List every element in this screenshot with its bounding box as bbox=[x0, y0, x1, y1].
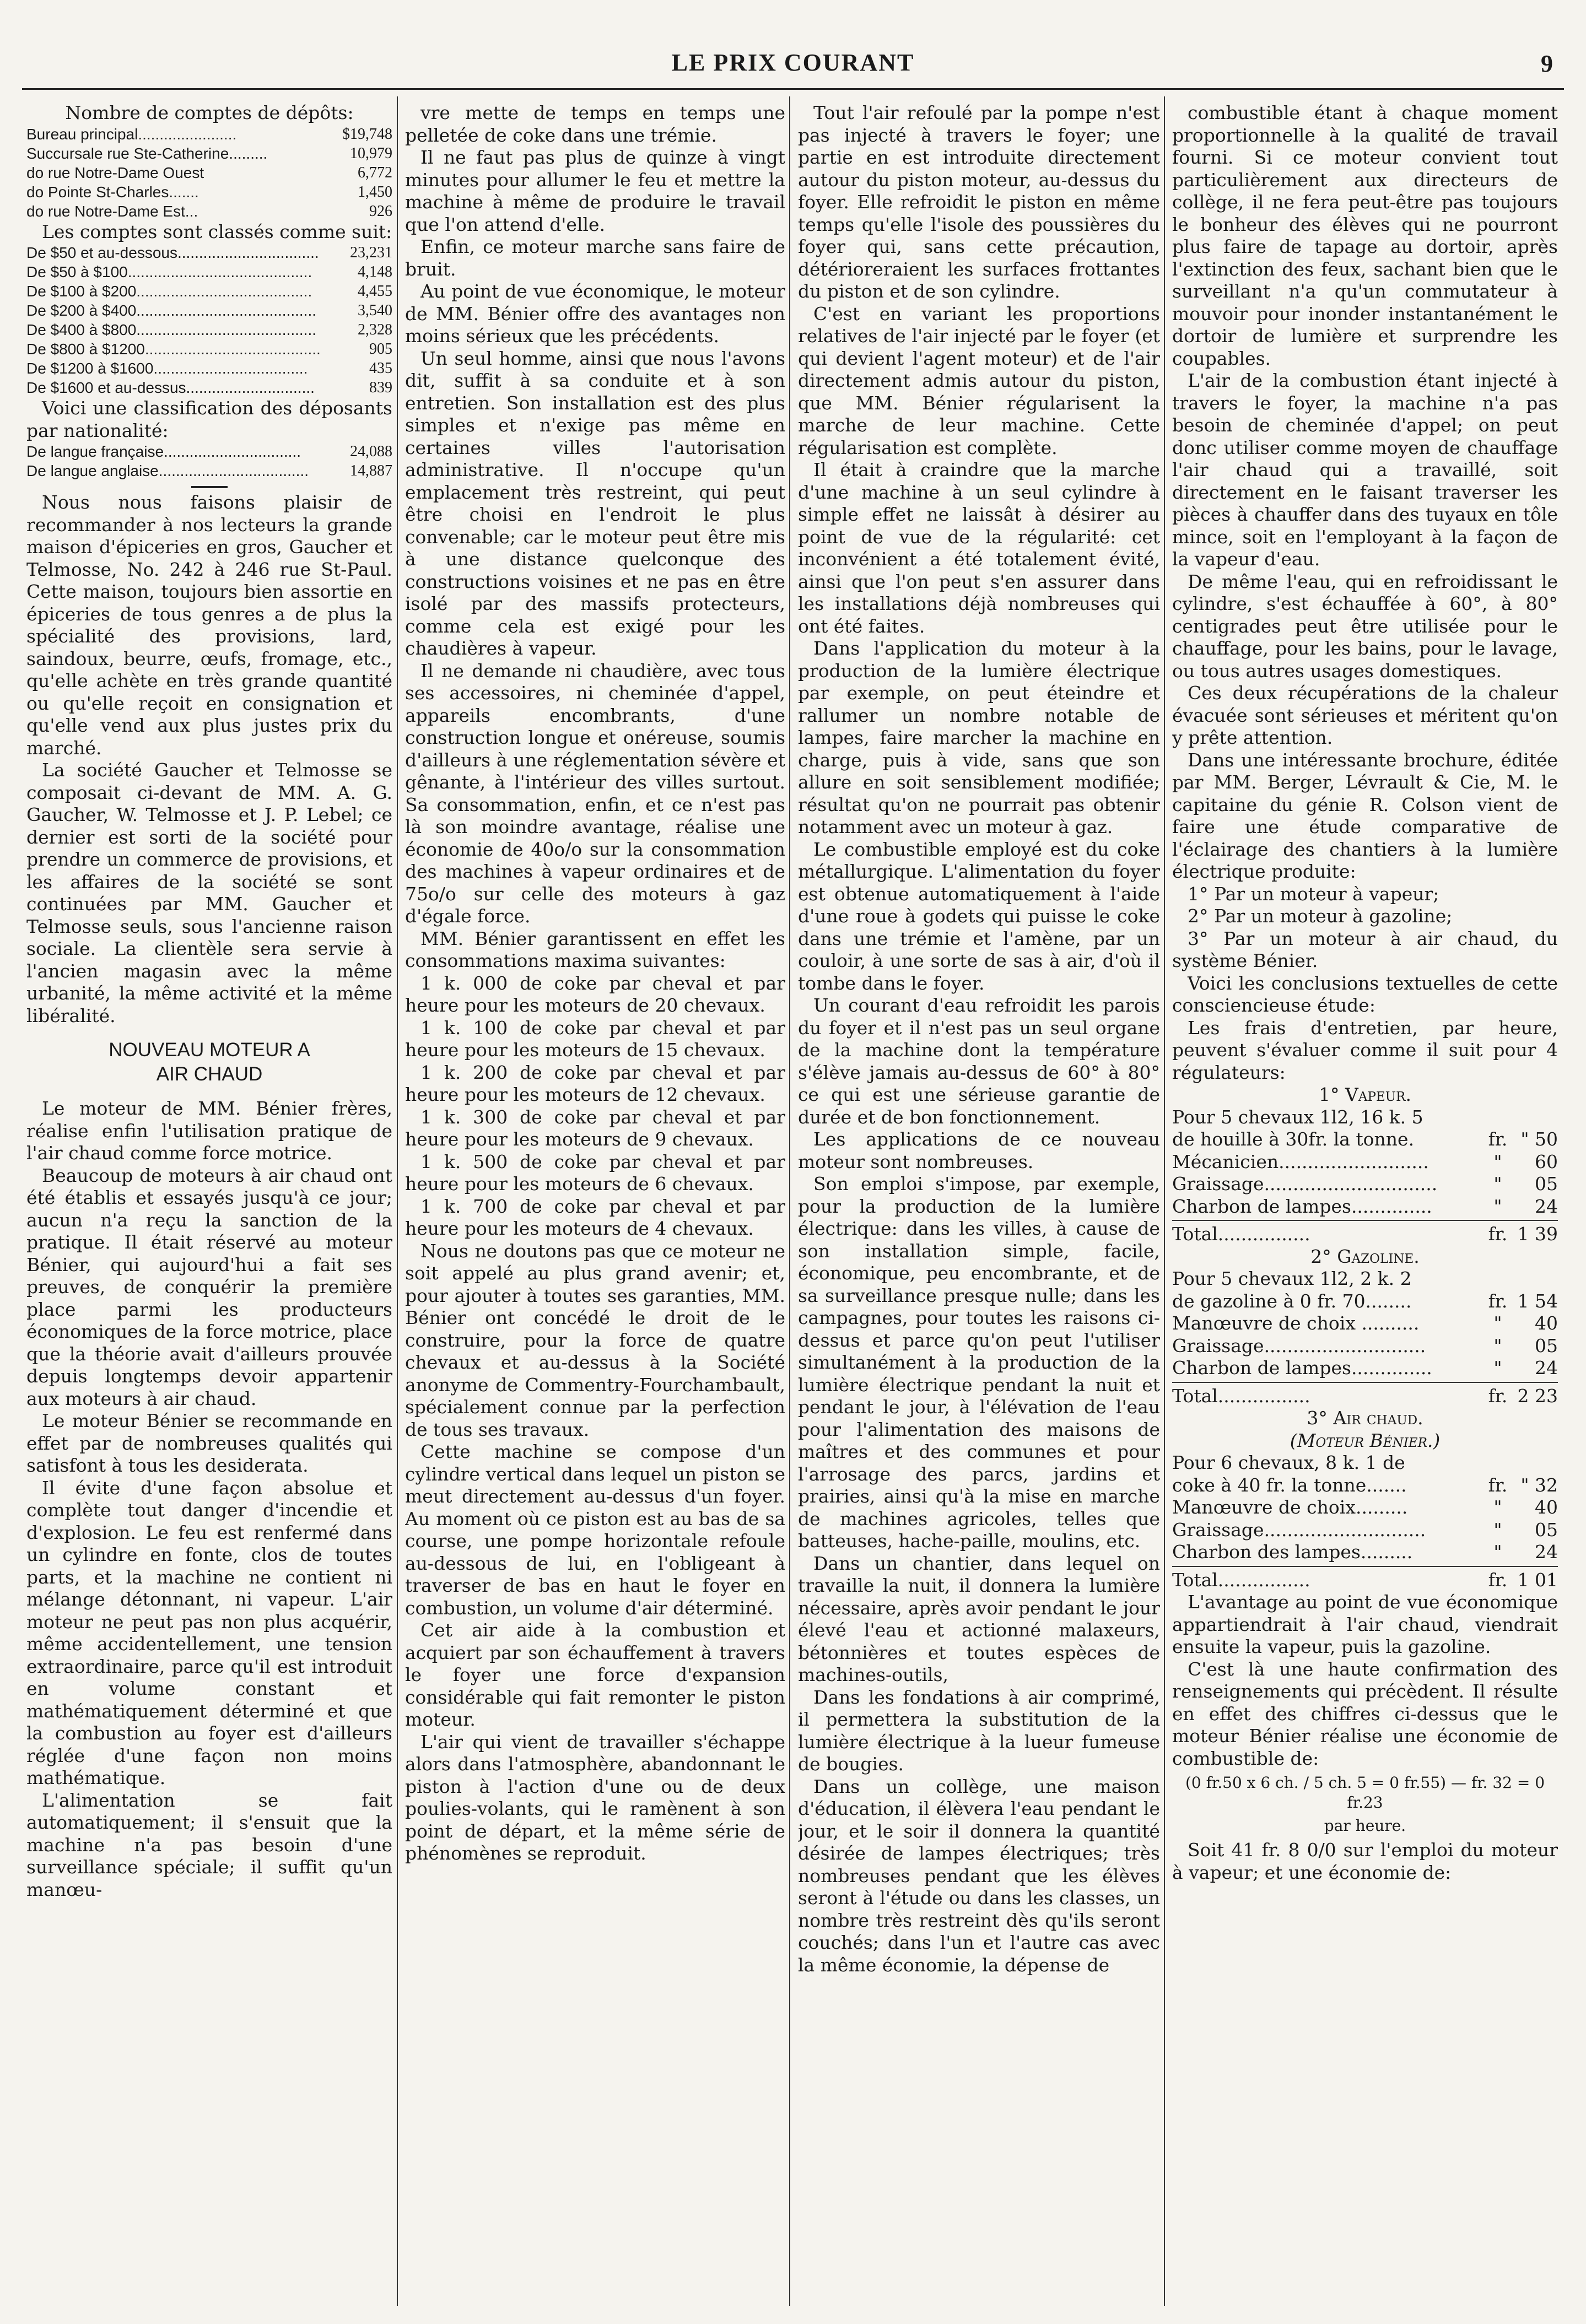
article-continued bbox=[1172, 102, 1558, 883]
paragraph: Au point de vue économique, le moteur de MM. Bénier offre des avantages non moins sérieux que les précédents. bbox=[405, 280, 785, 347]
paragraph: L'alimentation se fait automatiquement; il s'ensuit que la machine n'a pas besoin d'une surveillance spéciale; il suffit qu'un manœu- bbox=[26, 1789, 392, 1900]
cost-row bbox=[1172, 1173, 1558, 1196]
stat-label: De $1200 à $1600.................................... bbox=[26, 360, 308, 377]
stat-value: 23,231 bbox=[350, 244, 392, 261]
cost-label: Total................ bbox=[1172, 1569, 1310, 1591]
stat-row bbox=[26, 461, 392, 480]
stat-label: De $1600 et au-dessus.............................. bbox=[26, 379, 315, 396]
stat-value: 435 bbox=[369, 360, 392, 377]
stat-value: 905 bbox=[369, 341, 392, 358]
stat-row bbox=[26, 202, 392, 221]
cost-amount bbox=[1514, 1452, 1558, 1474]
cost-row bbox=[1172, 1385, 1558, 1408]
section-title-line1: NOUVEAU MOTEUR A bbox=[109, 1039, 310, 1061]
paragraph: Il était à craindre que la marche d'une machine à un seul cylindre à simple effet ne laissât à désirer au point de vue de la régularité: cet inconvénient a été totalement évité, ainsi que l'on peut s'en assurer dans les installations déjà nombreuses qui ont été faites. bbox=[798, 459, 1160, 637]
stat-label: De $50 et au-dessous................................. bbox=[26, 244, 319, 261]
stat-row bbox=[26, 359, 392, 378]
cost-label: Total................ bbox=[1172, 1223, 1310, 1245]
column-2 bbox=[405, 102, 785, 2300]
cost-amount: 1 01 bbox=[1517, 1569, 1558, 1591]
cost-amount: " 32 bbox=[1520, 1474, 1558, 1496]
cost-label: Graissage.............................. bbox=[1172, 1173, 1438, 1195]
cost-label: Pour 5 chevaux 1l2, 16 k. 5 bbox=[1172, 1106, 1423, 1128]
column-4 bbox=[1172, 102, 1558, 2300]
paragraph: Un seul homme, ainsi que nous l'avons dit, suffit à sa conduite et à son entretien. Son installation est des plus simples et n'exige pas même en certaines villes l'autorisation administrative. Il n'occupe qu'un emplacement très restreint, qui peut être choisi en l'endroit le plus convenable; car le moteur peut être mis à une distance quelconque des constructions voisines et ne pas en être isolé par des massifs protecteurs, comme cela est exigé pour les chaudières à vapeur. bbox=[405, 347, 785, 659]
paragraph: C'est là une haute confirmation des renseignements qui précèdent. Il résulte en effet des chiffres ci-dessus que le moteur Bénier réalise une économie de combustible de: bbox=[1172, 1658, 1558, 1769]
paragraph: L'avantage au point de vue économique appartiendrait à l'air chaud, viendrait ensuite la vapeur, puis la gazoline. bbox=[1172, 1591, 1558, 1657]
cost-row bbox=[1172, 1128, 1558, 1151]
paragraph: Les applications de ce nouveau moteur sont nombreuses. bbox=[798, 1128, 1160, 1172]
column-divider bbox=[1164, 96, 1165, 2306]
stat-value: 2,328 bbox=[358, 321, 392, 338]
paragraph: Enfin, ce moteur marche sans faire de bruit. bbox=[405, 236, 785, 280]
cost-row bbox=[1172, 1312, 1558, 1335]
cost-unit: fr. bbox=[1488, 1290, 1508, 1312]
article-gaucher bbox=[26, 491, 392, 1027]
stat-label: do Pointe St-Charles....... bbox=[26, 183, 199, 201]
cost-label: Graissage............................ bbox=[1172, 1334, 1426, 1356]
stat-label: Bureau principal....................... bbox=[26, 125, 237, 143]
cost-unit: " bbox=[1493, 1357, 1502, 1379]
paragraph: vre mette de temps en temps une pelletée de coke dans une trémie. bbox=[405, 102, 785, 146]
cost-amount: 1 39 bbox=[1517, 1223, 1558, 1245]
paragraph: C'est en variant les proportions relatives de l'air injecté par le foyer (et qui devient l'agent moteur) et de l'air directement admis autour du piston, que MM. Bénier régularisent la marche de leur machine. Cette régularisation est complète. bbox=[798, 302, 1160, 458]
stat-value: 4,148 bbox=[358, 263, 392, 280]
paragraph: 1 k. 000 de coke par cheval et par heure pour les moteurs de 20 chevaux. bbox=[405, 972, 785, 1016]
nationality-table bbox=[26, 442, 392, 480]
stat-row bbox=[26, 378, 392, 397]
paragraph: 1 k. 200 de coke par cheval et par heure pour les moteurs de 12 chevaux. bbox=[405, 1061, 785, 1105]
table-subtitle: (Moteur Bénier.) bbox=[1290, 1429, 1441, 1451]
cost-amount: 24 bbox=[1535, 1541, 1558, 1563]
paragraph: Ces deux récupérations de la chaleur évacuée sont sérieuses et méritent qu'on y prête attention. bbox=[1172, 682, 1558, 748]
page-header bbox=[22, 33, 1564, 88]
cost-label: Charbon de lampes.............. bbox=[1172, 1357, 1432, 1379]
table-air-chaud bbox=[1172, 1407, 1558, 1591]
cost-row bbox=[1172, 1496, 1558, 1519]
stat-label: do rue Notre-Dame Ouest bbox=[26, 164, 204, 181]
page-number: 9 bbox=[1541, 50, 1553, 77]
paragraph: 1 k. 100 de coke par cheval et par heure pour les moteurs de 15 chevaux. bbox=[405, 1017, 785, 1061]
paragraph: Il évite d'une façon absolue et complète tout danger d'incendie et d'explosion. Le feu est renfermé dans un cylindre en fonte, clos de toutes parts, et la machine ne contient ni mélange détonnant, ni vapeur. L'air moteur ne peut pas non plus acquérir, même accidentellement, une tension extraordinaire, parce qu'il est introduit en volume constant et mathématiquement déterminé et que la combustion au foyer est d'ailleurs réglée d'une façon non moins mathématique. bbox=[26, 1477, 392, 1788]
deposits-title: Nombre de comptes de dépôts: bbox=[65, 102, 354, 123]
cost-amount: 60 bbox=[1535, 1150, 1558, 1172]
cost-row bbox=[1172, 1335, 1558, 1358]
table-title: 2° Gazoline. bbox=[1310, 1245, 1420, 1267]
paragraph: Nous ne doutons pas que ce moteur ne soit appelé au plus grand avenir; et, pour ajouter à toutes ses garanties, MM. Bénier ont concédé le droit de le construire, pour la force de quatre chevaux et au-dessus à la Société anonyme de Commentry-Fourchambault, spécialement connue par la perfection de tous ses travaux. bbox=[405, 1240, 785, 1440]
paragraph: 1° Par un moteur à vapeur; bbox=[1188, 883, 1439, 905]
paragraph: L'air qui vient de travailler s'échappe alors dans l'atmosphère, abandonnant le piston à l'action d'une ou de deux poulies-volants, qui le ramènent à son point de départ, et la même série de phénomènes se reproduit. bbox=[405, 1731, 785, 1864]
stat-row bbox=[26, 282, 392, 301]
cost-amount: 05 bbox=[1535, 1334, 1558, 1356]
paragraph: Cet air aide à la combustion et acquiert par son échauffement à travers le foyer une force d'expansion considérable qui fait remonter le piston moteur. bbox=[405, 1619, 785, 1730]
paragraph: Beaucoup de moteurs à air chaud ont été établis et essayés jusqu'à ce jour; aucun n'a reçu la sanction de la pratique. Il était réservé au moteur Bénier, qui aujourd'hui a fait ses preuves, de conquérir la première place parmi les producteurs économiques de la force motrice, place que la théorie avait d'ailleurs prouvée depuis longtemps devoir appartenir aux moteurs à air chaud. bbox=[26, 1164, 392, 1409]
cost-row bbox=[1172, 1223, 1558, 1246]
paragraph: Tout l'air refoulé par la pompe n'est pas injecté à travers le foyer; une partie en est introduite directement autour du piston moteur, au-dessus du foyer. Elle refroidit le piston en même temps qu'elle l'isole des poussières du foyer qui, sans cette précaution, détérioreraient les surfaces frottantes du piston et de son cylindre. bbox=[798, 102, 1160, 302]
stat-label: De $800 à $1200......................................... bbox=[26, 341, 321, 358]
stat-row bbox=[26, 262, 392, 282]
stat-label: De langue française................................ bbox=[26, 443, 301, 460]
cost-unit bbox=[1482, 1452, 1514, 1474]
cost-unit bbox=[1482, 1268, 1514, 1290]
conclusions-intro bbox=[1172, 972, 1558, 1084]
paragraph: Le moteur de MM. Bénier frères, réalise enfin l'utilisation pratique de l'air chaud comme force motrice. bbox=[26, 1098, 392, 1164]
cost-label: Graissage............................ bbox=[1172, 1518, 1426, 1541]
paragraph: Voici les conclusions textuelles de cette consciencieuse étude: bbox=[1172, 972, 1558, 1016]
stat-label: De $200 à $400.......................................... bbox=[26, 302, 317, 319]
paragraph: Le moteur Bénier se recommande en effet par de nombreuses qualités qui satisfont à tous les desiderata. bbox=[26, 1410, 392, 1476]
cost-row bbox=[1172, 1196, 1558, 1218]
cost-row bbox=[1172, 1151, 1558, 1174]
cost-amount bbox=[1514, 1106, 1558, 1129]
paragraph: Dans une intéressante brochure, éditée par MM. Berger, Lévrault & Cie, M. le capitaine du génie R. Colson vient de faire une étude comparative de l'éclairage des chantiers à la lumière électrique produite: bbox=[1172, 749, 1558, 882]
paragraph: Il ne faut pas plus de quinze à vingt minutes pour allumer le feu et mettre la machine à même de produire le travail que l'on attend d'elle. bbox=[405, 147, 785, 235]
stat-row bbox=[26, 442, 392, 461]
cost-unit: " bbox=[1493, 1518, 1502, 1541]
paragraph: Dans les fondations à air comprimé, il permettera la substitution de la lumière électrique à la lueur fumeuse de bougies. bbox=[798, 1686, 1160, 1775]
cost-unit: " bbox=[1493, 1312, 1502, 1334]
stat-row bbox=[26, 182, 392, 202]
cost-unit: fr. bbox=[1488, 1128, 1508, 1150]
cost-label: Charbon de lampes.............. bbox=[1172, 1195, 1432, 1217]
cost-unit: " bbox=[1493, 1496, 1502, 1518]
paragraph: Il ne demande ni chaudière, avec tous ses accessoires, ni cheminée d'appel, appareils encombrants, d'une construction longue et onéreuse, soumis d'ailleurs à une réglementation sévère et gênante, à l'intérieur des villes surtout. Sa consommation, enfin, et ce n'est pas là son moindre avantage, réalise une économie de 40o/o sur la consommation des machines à vapeur ordinaires et de 75o/o sur celle des moteurs à gaz d'égale force. bbox=[405, 660, 785, 927]
cost-amount: 2 23 bbox=[1517, 1385, 1558, 1407]
cost-row bbox=[1172, 1541, 1558, 1564]
formula-note: par heure. bbox=[1324, 1817, 1406, 1835]
column-3 bbox=[798, 102, 1160, 2300]
cost-unit: " bbox=[1493, 1541, 1502, 1563]
header-rule bbox=[22, 88, 1564, 90]
cost-unit: fr. bbox=[1488, 1223, 1508, 1245]
cost-unit bbox=[1482, 1106, 1514, 1129]
stat-value: 10,979 bbox=[350, 144, 392, 162]
cost-label: Manœuvre de choix......... bbox=[1172, 1496, 1408, 1518]
cost-amount: 05 bbox=[1535, 1518, 1558, 1541]
stat-value: 14,887 bbox=[350, 462, 392, 479]
cost-row bbox=[1172, 1452, 1558, 1474]
paragraph: L'air de la combustion étant injecté à travers le foyer, la machine n'a pas besoin de cheminée d'appel; on peut donc utiliser comme moyen de chauffage l'air chaud qui a travaillé, soit directement en le faisant traverser les pièces à chauffer dans des tuyaux en tôle mince, soit en l'employant à la façon de la vapeur d'eau. bbox=[1172, 370, 1558, 570]
column-divider bbox=[397, 96, 398, 2306]
stat-value: 3,540 bbox=[358, 302, 392, 319]
paragraph: Un courant d'eau refroidit les parois du foyer et il n'est pas un seul organe de la machine dont la température s'élève jamais au-dessus de 60° à 80° ce qui est une sérieuse garantie de durée et de bon fonctionnement. bbox=[798, 995, 1160, 1128]
cost-row bbox=[1172, 1474, 1558, 1497]
cost-row bbox=[1172, 1519, 1558, 1542]
cost-unit: " bbox=[1493, 1334, 1502, 1356]
stat-value: 926 bbox=[369, 202, 392, 220]
stat-value: 6,772 bbox=[358, 164, 392, 181]
paragraph: Son emploi s'impose, par exemple, pour la production de la lumière électrique: dans les villes, à cause de son installation simple, facile, économique, peu encombrante, et de sa surveillance presque nulle; dans les campagnes, pour toutes les raisons ci-dessus et parce qu'on peut l'utiliser simultanément à la production de la lumière électrique pendant la nuit et pendant le jour, à l'élévation de l'eau pour l'alimentation des maisons de maîtres et des communes et pour l'arrosage des parcs, jardins et prairies, ainsi qu'à la mise en marche de machines agricoles, telles que batteuses, hache-paille, moulins, etc. bbox=[798, 1173, 1160, 1552]
stat-label: De langue anglaise................................... bbox=[26, 462, 309, 479]
cost-amount: 40 bbox=[1535, 1312, 1558, 1334]
table-title: 1° Vapeur. bbox=[1319, 1084, 1411, 1105]
paragraph: La société Gaucher et Telmosse se composait ci-devant de MM. A. G. Gaucher, W. Telmosse et J. P. Lebel; ce dernier est sorti de la société pour prendre un commerce de provisions, et les affaires de la société se sont continuées par MM. Gaucher et Telmosse seuls, sous l'ancienne raison sociale. La clientèle sera servie à l'ancien magasin avec la même urbanité, la même activité et la même libéralité. bbox=[26, 759, 392, 1026]
cost-amount: " 50 bbox=[1520, 1128, 1558, 1150]
paragraph: Dans un chantier, dans lequel on travaille la nuit, il donnera la lumière nécessaire, après avoir pendant le jour élevé l'eau et actionné malaxeurs, bétonnières et toutes espèces de machines-outils, bbox=[798, 1552, 1160, 1685]
newspaper-title: LE PRIX COURANT bbox=[671, 49, 915, 76]
cost-unit: " bbox=[1493, 1195, 1502, 1217]
stat-row bbox=[26, 320, 392, 339]
economy-formula: (0 fr.50 x 6 ch. / 5 ch. 5 = 0 fr.55) — fr. 32 = 0 fr.23 bbox=[1185, 1774, 1545, 1812]
stat-value: 839 bbox=[369, 379, 392, 396]
paragraph: Le combustible employé est du coke métallurgique. L'alimentation du foyer est obtenue automatiquement à l'aide d'une roue à godets qui puisse le coke dans une trémie et l'amène, par un couloir, à une sorte de sas à air, d'où il tombe dans le foyer. bbox=[798, 838, 1160, 994]
stat-row bbox=[26, 243, 392, 262]
paragraph: 1 k. 700 de coke par cheval et par heure pour les moteurs de 4 chevaux. bbox=[405, 1195, 785, 1239]
stat-label: Succursale rue Ste-Catherine......... bbox=[26, 144, 268, 162]
comparison-list bbox=[1172, 883, 1558, 972]
article-moteur bbox=[26, 1098, 392, 1901]
paragraph: 1 k. 300 de coke par cheval et par heure pour les moteurs de 9 chevaux. bbox=[405, 1106, 785, 1150]
stat-row bbox=[26, 163, 392, 182]
column-1 bbox=[26, 102, 392, 2300]
section-title-line2: AIR CHAUD bbox=[156, 1063, 263, 1085]
classes-table bbox=[26, 243, 392, 397]
paragraph: MM. Bénier garantissent en effet les consommations maxima suivantes: bbox=[405, 927, 785, 971]
cost-label: Total................ bbox=[1172, 1385, 1310, 1407]
stat-row bbox=[26, 125, 392, 144]
nationality-intro: Voici une classification des déposants par nationalité: bbox=[26, 397, 392, 441]
cost-unit: fr. bbox=[1488, 1474, 1508, 1496]
total-rule bbox=[1172, 1382, 1558, 1383]
deposits-table bbox=[26, 125, 392, 221]
stat-row bbox=[26, 339, 392, 359]
cost-label: de gazoline à 0 fr. 70........ bbox=[1172, 1290, 1412, 1312]
cost-unit: " bbox=[1493, 1173, 1502, 1195]
cost-unit: fr. bbox=[1488, 1569, 1508, 1591]
cost-label: coke à 40 fr. la tonne....... bbox=[1172, 1474, 1407, 1496]
stat-value: 1,450 bbox=[358, 183, 392, 201]
stat-value: 4,455 bbox=[358, 283, 392, 300]
cost-label: Charbon des lampes......... bbox=[1172, 1541, 1413, 1563]
cost-row bbox=[1172, 1569, 1558, 1592]
cost-label: Manœuvre de choix .......... bbox=[1172, 1312, 1420, 1334]
cost-amount: 24 bbox=[1535, 1357, 1558, 1379]
stat-label: do rue Notre-Dame Est... bbox=[26, 202, 198, 220]
cost-label: Pour 5 chevaux 1l2, 2 k. 2 bbox=[1172, 1268, 1412, 1289]
cost-amount: 40 bbox=[1535, 1496, 1558, 1518]
total-rule bbox=[1172, 1220, 1558, 1221]
cost-label: de houille à 30fr. la tonne. bbox=[1172, 1128, 1415, 1150]
table-title: 3° Air chaud. bbox=[1307, 1407, 1423, 1429]
cost-row bbox=[1172, 1268, 1558, 1290]
table-vapeur bbox=[1172, 1084, 1558, 1246]
cost-amount: 1 54 bbox=[1517, 1290, 1558, 1312]
cost-unit: " bbox=[1493, 1150, 1502, 1172]
paragraph: Dans un collège, une maison d'éducation, il élèvera l'eau pendant le jour, et le soir il donnera la quantité désirée de lampes électriques; très nombreuses pendant que les élèves seront à l'étude ou dans les classes, un nombre très restreint dès qu'ils seront couchés; dans l'un et l'autre cas avec la même économie, la dépense de bbox=[798, 1775, 1160, 1976]
stat-value: 24,088 bbox=[350, 443, 392, 460]
cost-label: Mécanicien.......................... bbox=[1172, 1150, 1429, 1172]
separator bbox=[26, 480, 392, 491]
paragraph: Soit 41 fr. 8 0/0 sur l'emploi du moteur à vapeur; et une économie de: bbox=[1172, 1839, 1558, 1883]
column-divider bbox=[789, 96, 790, 2306]
paragraph: Nous nous faisons plaisir de recommander à nos lecteurs la grande maison d'épiceries en gros, Gaucher et Telmosse, No. 242 à 246 rue St-Paul. Cette maison, toujours bien assortie en épiceries de tous genres a de plus la spécialité des provisions, lard, saindoux, beurre, œufs, fromage, etc., qu'elle achète en très grande quantité ou qu'elle reçoit en consignation et qu'elle vend aux plus justes prix du marché. bbox=[26, 491, 392, 759]
paragraph: De même l'eau, qui en refroidissant le cylindre, s'est échauffée à 60°, à 80° centigrades peut être utilisée pour le chauffage, pour les bains, pour le lavage, ou tous autres usages domestiques. bbox=[1172, 570, 1558, 682]
paragraph: 1 k. 500 de coke par cheval et par heure pour les moteurs de 6 chevaux. bbox=[405, 1150, 785, 1195]
stat-label: De $400 à $800.......................................... bbox=[26, 321, 317, 338]
final-paragraph bbox=[1172, 1839, 1558, 1884]
stat-row bbox=[26, 144, 392, 163]
cost-unit: fr. bbox=[1488, 1385, 1508, 1407]
paragraph: Cette machine se compose d'un cylindre vertical dans lequel un piston se meut directement au-dessus d'un foyer. Au moment où ce piston est au bas de sa course, une pompe horizontale refoule au-dessous de lui, en l'obligeant à traverser de bas en haut le foyer en combustion, un volume d'air déterminé. bbox=[405, 1441, 785, 1619]
paragraph: Dans l'application du moteur à la production de la lumière électrique par exemple, on peut éteindre et rallumer un nombre notable de lampes, faire marcher la machine en charge, puis à vide, sans que son allure en soit sensiblement modifiée; résultat qu'on ne pourrait pas obtenir notamment avec un moteur à gaz. bbox=[798, 637, 1160, 837]
total-rule bbox=[1172, 1566, 1558, 1567]
paragraph: 2° Par un moteur à gazoline; bbox=[1188, 905, 1453, 927]
section-title bbox=[26, 1038, 392, 1087]
cost-amount bbox=[1514, 1268, 1558, 1290]
cost-amount: 24 bbox=[1535, 1195, 1558, 1217]
classes-intro: Les comptes sont classés comme suit: bbox=[42, 220, 392, 242]
paragraph: 3° Par un moteur à air chaud, du système Bénier. bbox=[1172, 927, 1558, 971]
conclusion-paragraphs bbox=[1172, 1591, 1558, 1770]
stat-value: $19,748 bbox=[342, 125, 392, 143]
cost-row bbox=[1172, 1357, 1558, 1380]
stat-row bbox=[26, 301, 392, 320]
cost-row bbox=[1172, 1290, 1558, 1313]
stat-label: De $100 à $200......................................... bbox=[26, 283, 312, 300]
paragraph: Les frais d'entretien, par heure, peuvent s'évaluer comme il suit pour 4 régulateurs: bbox=[1172, 1017, 1558, 1083]
stat-label: De $50 à $100........................................... bbox=[26, 263, 312, 280]
cost-label: Pour 6 chevaux, 8 k. 1 de bbox=[1172, 1452, 1405, 1473]
cost-amount: 05 bbox=[1535, 1173, 1558, 1195]
cost-row bbox=[1172, 1106, 1558, 1129]
table-gazoline bbox=[1172, 1246, 1558, 1408]
paragraph: combustible étant à chaque moment proportionnelle à la qualité de travail fourni. Si ce moteur convient tout particulièrement aux directeurs de collège, il ne fera peut-être pas toujours le bonheur des élèves qui ne pourront plus faire de tapage au dortoir, après l'extinction des feux, sachant bien que le surveillant n'a qu'un commutateur à mouvoir pour inonder instantanément le dortoir de lumière et surprendre les coupables. bbox=[1172, 102, 1558, 369]
